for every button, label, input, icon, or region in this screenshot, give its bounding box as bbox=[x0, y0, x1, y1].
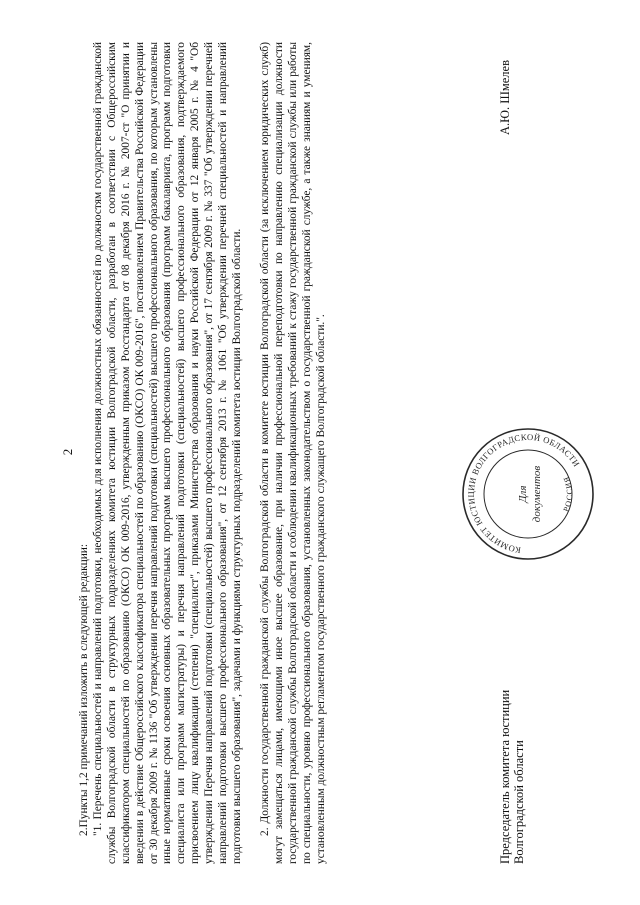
note-2-paragraph: 2. Должности государственной гражданской службы Волгоградской области в комитете юстиции Волгоградской области (за исключением юридических служб) могут замещаться лицами, имеющими иное высшее образование, при наличии профессиональной переподготовки по направлению специализации должности государственной гражданской службы Волгоградской области и соблюдении квалификационных требований к стажу государственной гражданской службы или работы по специальности, уровню профессионального образования, установленных законодательством о государственной гражданской службе, а также знаниям и умениям, установленным должностным регламентом государственного гражданского служащего Волгоградской области.". bbox=[258, 42, 327, 864]
seal-graphic bbox=[460, 426, 596, 562]
intro-paragraph: 2.Пункты 1,2 примечаний изложить в следующей редакции: bbox=[78, 543, 90, 836]
note-1-paragraph: "1. Перечень специальностей и направлений подготовки, необходимых для исполнения должностных обязанностей по должностям государственной гражданской службы Волгоградской области в структурных подразделениях комитета юстиции Волгоградской области, разработан в соответствии с Общероссийским классификатором специальностей по образованию (ОКСО) ОК 009-2016, утвержденным приказом Росстандарта от 08 декабря 2016 г. № 2007-ст "О принятии и введении в действие Общероссийского классификатора специальностей по образованию (ОКСО) ОК 009-2016", постановлением Правительства Российской Федерации от 30 декабря 2009 г. № 1136 "Об утверждении перечня направлений подготовки (специальностей) высшего профессионального образования, по которым установлены иные нормативные сроки освоения основных образовательных программ высшего профессионального образования (программ бакалавриата, программ подготовки специалиста или программ магистратуры) и перечня направлений подготовки (специальностей) высшего профессионального образования, подтверждаемого присвоением лицу квалификации (степени) "специалист", приказами Министерства образования и науки Российской Федерации от 12 января 2005 г. № 4 "Об утверждении Перечня направлений подготовки (специальностей) высшего профессионального образования", от 17 сентября 2009 г. № 337 "Об утверждении перечней направлений подготовки высшего профессионального образования", от 12 сентября 2013 г. № 1061 "Об утверждении перечней специальностей и направлений подготовки высшего образования", задачами и функциями структурных подразделений комитета юстиции Волгоградской области. bbox=[91, 42, 243, 864]
signatory-title bbox=[498, 690, 526, 864]
seal-outer-text: КОМИТЕТ ЮСТИЦИИ ВОЛГОГРАДСКОЙ ОБЛАСТИ bbox=[465, 431, 582, 556]
official-seal bbox=[460, 426, 596, 562]
page-number: 2 bbox=[60, 448, 75, 456]
seal-center-line-1: Для bbox=[517, 485, 529, 503]
body-text bbox=[78, 42, 328, 864]
signatory-title-line-1: Председатель комитета юстиции bbox=[498, 689, 512, 864]
signatory-name: А.Ю. Шмелев bbox=[498, 60, 512, 136]
document-page bbox=[20, 2, 620, 902]
svg-text:РОССИЯ bbox=[561, 475, 574, 514]
seal-bottom-text: РОССИЯ bbox=[561, 474, 575, 514]
paragraph-spacer bbox=[245, 42, 259, 864]
seal-center-line-2: документов bbox=[531, 465, 543, 523]
signatory-title-line-2: Волгоградской области bbox=[512, 740, 526, 864]
